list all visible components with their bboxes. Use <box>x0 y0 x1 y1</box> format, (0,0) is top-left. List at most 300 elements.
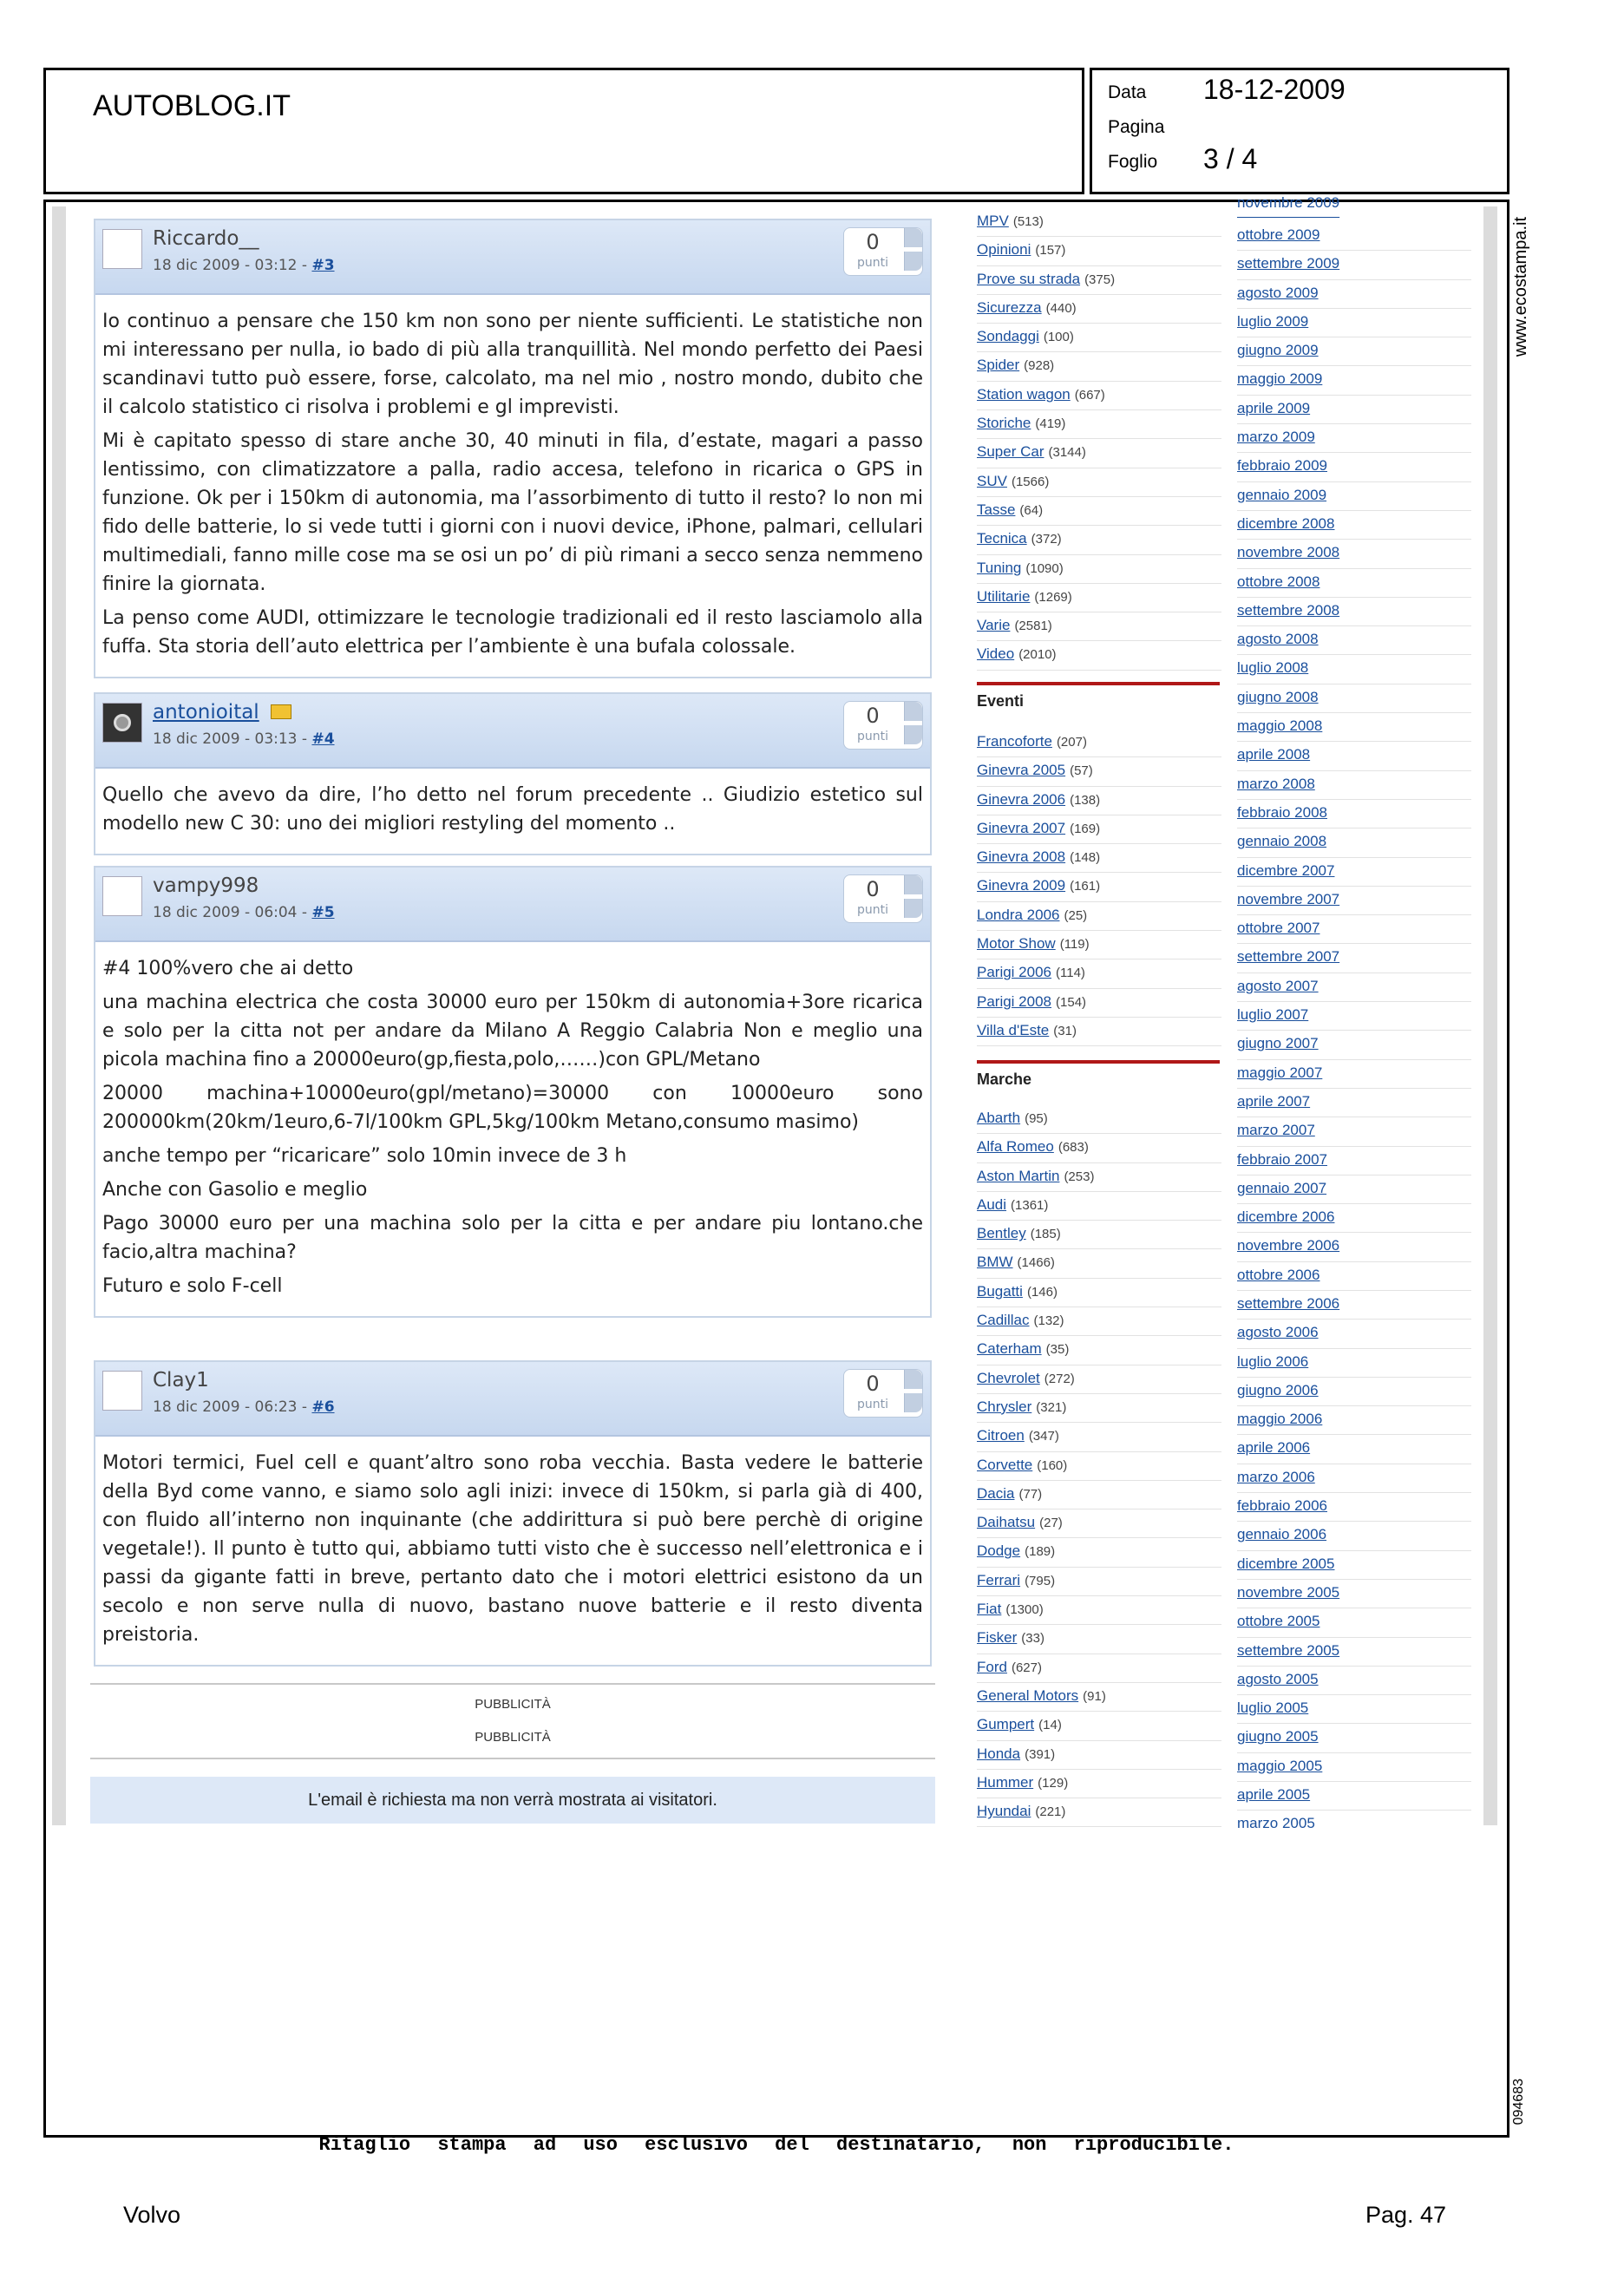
event-item-link[interactable]: Ginevra 2009 <box>977 877 1066 894</box>
score-label: punti <box>856 256 888 270</box>
brand-item-link[interactable]: Citroen <box>977 1427 1025 1444</box>
vote-up-button[interactable] <box>904 1370 922 1389</box>
brand-item-count: (33) <box>1021 1631 1044 1647</box>
comment-paragraph: Motori termici, Fuel cell e quant’altro sono roba vecchia. Basta vedere le batterie della Byd come vanno, e siamo solo agli inizi: invece di 150km, si parla già di 400, con fluido all’interno non inquinante (che addirittura si può bere perchè di origine vegetale!). Il punto è tutto qui, abbiamo tutti visto che è successo nell’elettronica e i passi da gigante fatti in breve, pertanto dato che i motori elettrici esistono da un secolo e non serve nulla di nuovo, bastano nuove batterie e il resto diventa preistoria. <box>102 1452 923 1646</box>
archive-item <box>1237 771 1471 800</box>
brand-item-count: (91) <box>1083 1688 1106 1704</box>
archive-item <box>1237 1002 1471 1031</box>
brand-item-link[interactable]: Abarth <box>977 1110 1021 1126</box>
category-item-link[interactable]: Storiche <box>977 415 1031 432</box>
event-item <box>977 787 1221 815</box>
category-item-link[interactable]: SUV <box>977 472 1007 489</box>
comment-header <box>95 694 930 769</box>
avatar <box>102 229 142 269</box>
sheet-label: Foglio <box>1108 152 1158 172</box>
archive-item <box>1237 251 1471 279</box>
archive-item <box>1237 337 1471 366</box>
comment-score <box>843 874 923 923</box>
events-list <box>977 729 1221 1046</box>
brand-item-link[interactable]: Dodge <box>977 1542 1021 1560</box>
category-item-count: (157) <box>1035 243 1066 259</box>
category-item-link[interactable]: Prove su strada <box>977 270 1081 287</box>
category-item-count: (667) <box>1074 387 1105 403</box>
event-item-count: (138) <box>1070 792 1101 808</box>
category-item-link[interactable]: Utilitarie <box>977 587 1031 605</box>
archive-link[interactable]: marzo 2009 <box>1237 429 1315 446</box>
category-item <box>977 526 1221 554</box>
email-notice: L'email è richiesta ma non verrà mostrata ai visitatori. <box>90 1777 935 1824</box>
email-icon[interactable] <box>271 704 291 719</box>
brand-item-count: (347) <box>1028 1429 1059 1444</box>
footer-brand: Volvo <box>123 2202 181 2228</box>
category-item-link[interactable]: Tuning <box>977 559 1022 576</box>
brand-item <box>977 1221 1221 1249</box>
archive-link[interactable]: dicembre 2005 <box>1237 1555 1335 1572</box>
brand-item-count: (272) <box>1044 1371 1075 1386</box>
brand-item-link[interactable]: Hummer <box>977 1773 1034 1791</box>
category-item-count: (1269) <box>1034 589 1072 605</box>
vote-down-button[interactable] <box>904 899 922 918</box>
ad-label: PUBBLICITÀ <box>475 1697 551 1712</box>
comment-author-link[interactable]: antonioital <box>153 701 259 724</box>
brand-item <box>977 1741 1221 1770</box>
event-item-link[interactable]: Londra 2006 <box>977 906 1060 923</box>
archive-link[interactable]: agosto 2008 <box>1237 631 1319 648</box>
archive-link[interactable]: giugno 2008 <box>1237 688 1319 705</box>
brand-item <box>977 1625 1221 1654</box>
comment-paragraph: 20000 machina+10000euro(gpl/metano)=30000 con 10000euro sono 200000km(20km/1euro,6-7l/100km GPL,5kg/100km Metano,consumo masimo) <box>102 1083 923 1133</box>
events-title: Eventi <box>977 682 1220 711</box>
vote-up-button[interactable] <box>904 702 922 721</box>
brand-item-count: (185) <box>1030 1227 1061 1242</box>
category-item-link[interactable]: Tecnica <box>977 530 1027 547</box>
archive-link[interactable]: novembre 2007 <box>1237 890 1340 907</box>
brand-item <box>977 1365 1221 1394</box>
comment-header <box>95 220 930 295</box>
vote-down-button[interactable] <box>904 1393 922 1412</box>
archive-item <box>1237 1291 1471 1320</box>
archive-item <box>1237 1522 1471 1550</box>
archive-item <box>1237 453 1471 481</box>
comment-header <box>95 1362 930 1437</box>
archive-link[interactable]: settembre 2007 <box>1237 948 1340 966</box>
event-item-link[interactable]: Ginevra 2006 <box>977 790 1066 808</box>
archive-link[interactable]: settembre 2008 <box>1237 601 1340 619</box>
archive-list <box>1237 222 1471 1811</box>
archive-item <box>1237 424 1471 453</box>
brand-item-link[interactable]: Gumpert <box>977 1716 1035 1733</box>
comment-paragraph: Quello che avevo da dire, l’ho detto nel forum precedente .. Giudizio estetico sul modello new C 30: uno dei migliori restyling del momento .. <box>102 784 923 835</box>
category-item-link[interactable]: Tasse <box>977 501 1016 518</box>
comment-score <box>843 1369 923 1418</box>
category-item-link[interactable]: Spider <box>977 357 1020 374</box>
category-item <box>977 497 1221 526</box>
event-item <box>977 931 1221 959</box>
category-item-link[interactable]: Sicurezza <box>977 298 1042 316</box>
archive-item <box>1237 1551 1471 1580</box>
brand-item <box>977 1336 1221 1365</box>
event-item <box>977 844 1221 873</box>
archive-item <box>1237 1667 1471 1695</box>
event-item-count: (25) <box>1064 907 1088 923</box>
event-item-count: (57) <box>1070 763 1093 779</box>
event-item <box>977 873 1221 901</box>
archive-link[interactable]: maggio 2009 <box>1237 370 1323 388</box>
archive-item <box>1237 482 1471 511</box>
archive-link[interactable]: settembre 2005 <box>1237 1641 1340 1659</box>
brand-item-count: (627) <box>1011 1660 1042 1675</box>
event-item-count: (119) <box>1059 937 1090 953</box>
category-item-count: (2010) <box>1018 647 1057 663</box>
archive-item <box>1237 800 1471 828</box>
category-item <box>977 468 1221 497</box>
brand-item-link[interactable]: Chevrolet <box>977 1369 1040 1386</box>
brand-item-link[interactable]: Fiat <box>977 1601 1002 1618</box>
brand-item-count: (683) <box>1058 1140 1089 1156</box>
archive-link[interactable]: gennaio 2008 <box>1237 833 1327 850</box>
archive-link[interactable]: maggio 2008 <box>1237 717 1323 735</box>
archive-item <box>1237 655 1471 684</box>
header-frame <box>43 68 1084 194</box>
archive-item <box>1237 828 1471 857</box>
vote-down-button[interactable] <box>904 252 922 271</box>
comment-date: 18 dic 2009 - 03:12 - #3 <box>153 257 335 274</box>
archive-link[interactable]: maggio 2006 <box>1237 1411 1323 1428</box>
archive-link[interactable]: ottobre 2009 <box>1237 226 1320 243</box>
brand-item-count: (321) <box>1036 1399 1067 1415</box>
comment-permalink[interactable]: #3 <box>311 257 335 274</box>
disclaimer: Ritaglio stampa ad uso esclusivo del destinatario, non riproducibile. <box>318 2134 1234 2156</box>
brand-item <box>977 1538 1221 1567</box>
archive-item <box>1237 540 1471 568</box>
archive-item <box>1237 1435 1471 1464</box>
brand-item-count: (77) <box>1018 1486 1043 1502</box>
archive-item <box>1237 973 1471 1002</box>
event-item-link[interactable]: Ginevra 2008 <box>977 848 1066 866</box>
category-item-count: (440) <box>1045 300 1077 316</box>
archive-item <box>1237 1378 1471 1406</box>
archive-item <box>1237 1349 1471 1378</box>
event-item-link[interactable]: Parigi 2008 <box>977 992 1052 1010</box>
archive-link[interactable]: agosto 2009 <box>1237 284 1319 301</box>
avatar <box>102 876 142 916</box>
comment-permalink[interactable]: #5 <box>311 904 335 921</box>
avatar-camera-icon <box>102 703 142 743</box>
comment <box>94 1360 932 1667</box>
archive-item <box>1237 684 1471 713</box>
archive-link[interactable]: ottobre 2008 <box>1237 573 1320 590</box>
event-item <box>977 902 1221 931</box>
brand-item <box>977 1307 1221 1336</box>
event-item-link[interactable]: Ginevra 2005 <box>977 762 1066 779</box>
brand-item-count: (1466) <box>1017 1255 1055 1271</box>
brand-item-link[interactable]: BMW <box>977 1254 1013 1271</box>
archive-item <box>1237 1117 1471 1146</box>
archive-link[interactable]: agosto 2006 <box>1237 1324 1319 1341</box>
sheet-value: 3 / 4 <box>1203 143 1258 174</box>
comment-permalink[interactable]: #4 <box>311 730 335 748</box>
archive-item <box>1237 366 1471 395</box>
brand-item-link[interactable]: Cadillac <box>977 1312 1030 1329</box>
page-label: Pagina <box>1108 117 1165 137</box>
comment-permalink[interactable]: #6 <box>311 1398 335 1416</box>
brand-item <box>977 1105 1221 1134</box>
archive-link[interactable]: aprile 2009 <box>1237 399 1311 416</box>
archive-link[interactable]: luglio 2006 <box>1237 1352 1309 1370</box>
archive-link[interactable]: agosto 2007 <box>1237 977 1319 994</box>
category-item-link[interactable]: Station wagon <box>977 385 1071 403</box>
archive-link[interactable]: febbraio 2008 <box>1237 803 1327 821</box>
brand-item-link[interactable]: Corvette <box>977 1456 1033 1473</box>
event-item <box>977 989 1221 1018</box>
comment-paragraph: Mi è capitato spesso di stare anche 30, 40 minuti in fila, d’estate, magari a passo lentissimo, con climatizzatore a palla, radio accesa, telefono in ricarica o GPS in funzione. Ok per i 150km di autonomia, ma l’assorbimento di tutto il resto? Io non mi fido delle batterie, lo si vede tutti i giorni con i nuovi device, iPhone, palmari, cellulari multimediali, fanno mille cose ma se osi un po’ di più rimani a secco senza nemmeno finire la giornata. <box>102 430 923 595</box>
category-item-count: (1566) <box>1011 474 1050 489</box>
archive-link[interactable]: settembre 2006 <box>1237 1294 1340 1312</box>
brand-item <box>977 1134 1221 1162</box>
archive-link[interactable]: novembre 2006 <box>1237 1237 1340 1254</box>
comment-paragraph: Io continuo a pensare che 150 km non sono per niente sufficienti. Le statistiche non mi interessano per nulla, io bado di più alla tranquillità. Nel mondo perfetto dei Paesi scandinavi tutto può essere, forse, calcolato, ma nel mio , nostro mondo, dubito che il calcolo statistico ci risolva i problemi e gl imprevisti. <box>102 311 923 418</box>
date-value: 18-12-2009 <box>1203 74 1346 105</box>
archive-item <box>1237 309 1471 337</box>
score-label: punti <box>856 903 888 917</box>
comment <box>94 866 932 1318</box>
meta-frame <box>1090 68 1509 194</box>
category-item-link[interactable]: Varie <box>977 617 1011 634</box>
brand-item-count: (129) <box>1038 1775 1069 1791</box>
archive-item <box>1237 1608 1471 1637</box>
archive-link[interactable]: novembre 2005 <box>1237 1583 1340 1601</box>
brand-item-link[interactable]: Caterham <box>977 1340 1042 1358</box>
category-item-count: (928) <box>1024 358 1055 374</box>
archive-item <box>1237 396 1471 424</box>
archive-link[interactable]: maggio 2005 <box>1237 1757 1323 1774</box>
brand-item <box>977 1770 1221 1798</box>
category-item-count: (513) <box>1012 214 1044 229</box>
archive-item <box>1237 511 1471 540</box>
archive-item <box>1237 944 1471 973</box>
comment-paragraph: anche tempo per “ricaricare” solo 10min invece de 3 h <box>102 1145 627 1167</box>
brand-item <box>977 1423 1221 1451</box>
divider <box>90 1683 935 1685</box>
event-item <box>977 815 1221 844</box>
category-item <box>977 237 1221 265</box>
brand-item-link[interactable]: Aston Martin <box>977 1167 1060 1184</box>
brand-item-count: (27) <box>1039 1516 1063 1531</box>
vote-up-button[interactable] <box>904 875 922 894</box>
event-item <box>977 757 1221 786</box>
archive-link[interactable]: aprile 2007 <box>1237 1092 1311 1110</box>
event-item <box>977 959 1221 988</box>
archive-bottom-item[interactable]: marzo 2005 <box>1237 1815 1315 1831</box>
archive-link[interactable]: dicembre 2008 <box>1237 514 1335 532</box>
archive-link[interactable]: marzo 2007 <box>1237 1122 1315 1139</box>
comment-score <box>843 227 923 276</box>
vote-down-button[interactable] <box>904 725 922 744</box>
category-item <box>977 324 1221 352</box>
left-scroll-gutter <box>52 206 66 1825</box>
brand-item-count: (253) <box>1064 1169 1095 1184</box>
comment-author: Clay1 <box>153 1369 209 1392</box>
comment-body <box>95 295 930 677</box>
archive-item <box>1237 626 1471 655</box>
archive-link[interactable]: febbraio 2006 <box>1237 1497 1327 1515</box>
archive-link[interactable]: giugno 2005 <box>1237 1728 1319 1745</box>
brand-item-link[interactable]: Fisker <box>977 1629 1018 1647</box>
category-item <box>977 295 1221 324</box>
archive-link[interactable]: giugno 2007 <box>1237 1035 1319 1052</box>
archive-item <box>1237 915 1471 944</box>
archive-item <box>1237 1638 1471 1667</box>
category-item-link[interactable]: Opinioni <box>977 241 1031 259</box>
clipping-code: 094683 <box>1511 2079 1526 2125</box>
event-item-link[interactable]: Ginevra 2007 <box>977 819 1066 836</box>
archive-item <box>1237 1176 1471 1204</box>
event-item-count: (207) <box>1056 735 1087 750</box>
category-item-count: (1090) <box>1025 560 1064 576</box>
publication-title: AUTOBLOG.IT <box>93 89 291 122</box>
comment-date: 18 dic 2009 - 06:04 - #5 <box>153 904 335 921</box>
brand-item <box>977 1249 1221 1278</box>
category-item-link[interactable]: MPV <box>977 213 1009 229</box>
brand-item-link[interactable]: Honda <box>977 1745 1021 1762</box>
event-item-link[interactable]: Parigi 2006 <box>977 964 1052 981</box>
archive-item <box>1237 1695 1471 1724</box>
brand-item-link[interactable]: Alfa Romeo <box>977 1138 1054 1156</box>
archive-link[interactable]: luglio 2005 <box>1237 1699 1309 1717</box>
category-item <box>977 352 1221 381</box>
category-item-link[interactable]: Sondaggi <box>977 328 1039 345</box>
vote-up-button[interactable] <box>904 228 922 247</box>
event-item-count: (154) <box>1056 994 1087 1010</box>
brand-item-count: (391) <box>1025 1746 1056 1762</box>
archive-item <box>1237 742 1471 770</box>
brand-item-count: (132) <box>1033 1313 1064 1329</box>
comment-author: Riccardo__ <box>153 227 259 250</box>
archive-link[interactable]: agosto 2005 <box>1237 1670 1319 1687</box>
comment-author: vampy998 <box>153 874 259 897</box>
archive-link[interactable]: aprile 2008 <box>1237 746 1311 763</box>
archive-item <box>1237 1724 1471 1752</box>
archive-link[interactable]: giugno 2009 <box>1237 342 1319 359</box>
category-item <box>977 641 1221 670</box>
brand-item-count: (35) <box>1045 1342 1070 1358</box>
archive-link[interactable]: febbraio 2009 <box>1237 457 1327 475</box>
archive-link[interactable]: gennaio 2006 <box>1237 1526 1327 1543</box>
event-item-link[interactable]: Francoforte <box>977 733 1052 750</box>
archive-item <box>1237 222 1471 251</box>
archive-item <box>1237 1753 1471 1782</box>
comment-header <box>95 868 930 942</box>
brand-item-link[interactable]: Dacia <box>977 1484 1015 1502</box>
archive-link[interactable]: luglio 2007 <box>1237 1006 1309 1024</box>
category-item-count: (2581) <box>1014 619 1052 634</box>
archive-item <box>1237 1464 1471 1493</box>
archive-link[interactable]: febbraio 2007 <box>1237 1150 1327 1168</box>
right-scroll-gutter <box>1483 206 1497 1825</box>
category-item <box>977 266 1221 295</box>
brand-item <box>977 1279 1221 1307</box>
archive-item <box>1237 1089 1471 1117</box>
brand-item-link[interactable]: Audi <box>977 1195 1007 1213</box>
archive-link[interactable]: novembre 2008 <box>1237 544 1340 561</box>
comment-body <box>95 1437 930 1665</box>
archive-item <box>1237 1782 1471 1811</box>
brand-item-link[interactable]: General Motors <box>977 1686 1079 1704</box>
archive-link[interactable]: settembre 2009 <box>1237 255 1340 272</box>
brands-list <box>977 1105 1221 1827</box>
brand-item <box>977 1798 1221 1827</box>
archive-link[interactable]: marzo 2006 <box>1237 1468 1315 1485</box>
archive-link[interactable]: aprile 2006 <box>1237 1439 1311 1457</box>
category-item-link[interactable]: Super Car <box>977 443 1044 461</box>
archive-link[interactable]: gennaio 2009 <box>1237 486 1327 503</box>
archive-link[interactable]: marzo 2008 <box>1237 775 1315 792</box>
brand-item-count: (189) <box>1025 1544 1056 1560</box>
archive-link[interactable]: giugno 2006 <box>1237 1381 1319 1398</box>
event-item-link[interactable]: Motor Show <box>977 935 1056 953</box>
brand-item-count: (1300) <box>1005 1602 1044 1618</box>
page-number: Pag. 47 <box>1365 2202 1447 2228</box>
archive-link[interactable]: aprile 2005 <box>1237 1786 1311 1804</box>
event-item-count: (114) <box>1056 966 1085 981</box>
event-item-count: (148) <box>1070 850 1101 866</box>
category-item <box>977 208 1221 237</box>
brand-item-count: (795) <box>1025 1573 1056 1588</box>
event-item-count: (169) <box>1070 821 1101 836</box>
archive-link[interactable]: luglio 2009 <box>1237 312 1309 330</box>
comment-date: 18 dic 2009 - 06:23 - #6 <box>153 1398 335 1416</box>
archive-link[interactable]: ottobre 2005 <box>1237 1613 1320 1630</box>
archive-link[interactable]: maggio 2007 <box>1237 1064 1323 1081</box>
archive-item <box>1237 569 1471 598</box>
comment-date: 18 dic 2009 - 03:13 - #4 <box>153 730 335 748</box>
archive-link[interactable]: dicembre 2006 <box>1237 1208 1335 1226</box>
brand-item-link[interactable]: Ferrari <box>977 1571 1021 1588</box>
brand-item-link[interactable]: Bentley <box>977 1225 1026 1242</box>
archive-link[interactable]: luglio 2008 <box>1237 659 1309 677</box>
archive-link[interactable]: gennaio 2007 <box>1237 1179 1327 1196</box>
brand-item-link[interactable]: Ford <box>977 1658 1007 1675</box>
event-item <box>977 729 1221 757</box>
archive-item <box>1237 598 1471 626</box>
category-item-count: (3144) <box>1048 445 1086 461</box>
category-item-count: (64) <box>1019 502 1044 518</box>
archive-link[interactable]: ottobre 2006 <box>1237 1266 1320 1283</box>
archive-link[interactable]: dicembre 2007 <box>1237 861 1335 879</box>
brand-item-link[interactable]: Chrysler <box>977 1398 1032 1415</box>
category-list <box>977 208 1221 671</box>
brand-item <box>977 1192 1221 1221</box>
archive-item <box>1237 1493 1471 1522</box>
event-item-link[interactable]: Villa d'Este <box>977 1021 1050 1038</box>
comment-paragraph: Pago 30000 euro per una machina solo per la citta e per andare piu lontano.che facio,altra machina? <box>102 1213 923 1263</box>
comment-body <box>95 769 930 854</box>
comment-score <box>843 701 923 750</box>
brand-item <box>977 1596 1221 1625</box>
brand-item-link[interactable]: Bugatti <box>977 1282 1023 1300</box>
archive-link[interactable]: ottobre 2007 <box>1237 920 1320 937</box>
brand-item <box>977 1163 1221 1192</box>
category-item <box>977 555 1221 584</box>
category-item-link[interactable]: Video <box>977 645 1015 663</box>
brand-item-link[interactable]: Daihatsu <box>977 1514 1036 1531</box>
category-item-count: (419) <box>1035 416 1066 432</box>
brand-item-link[interactable]: Hyundai <box>977 1803 1031 1820</box>
comment-paragraph: Anche con Gasolio e meglio <box>102 1179 368 1201</box>
archive-top-item[interactable]: novembre 2009 <box>1237 194 1340 211</box>
archive-item <box>1237 1233 1471 1261</box>
category-item <box>977 584 1221 612</box>
